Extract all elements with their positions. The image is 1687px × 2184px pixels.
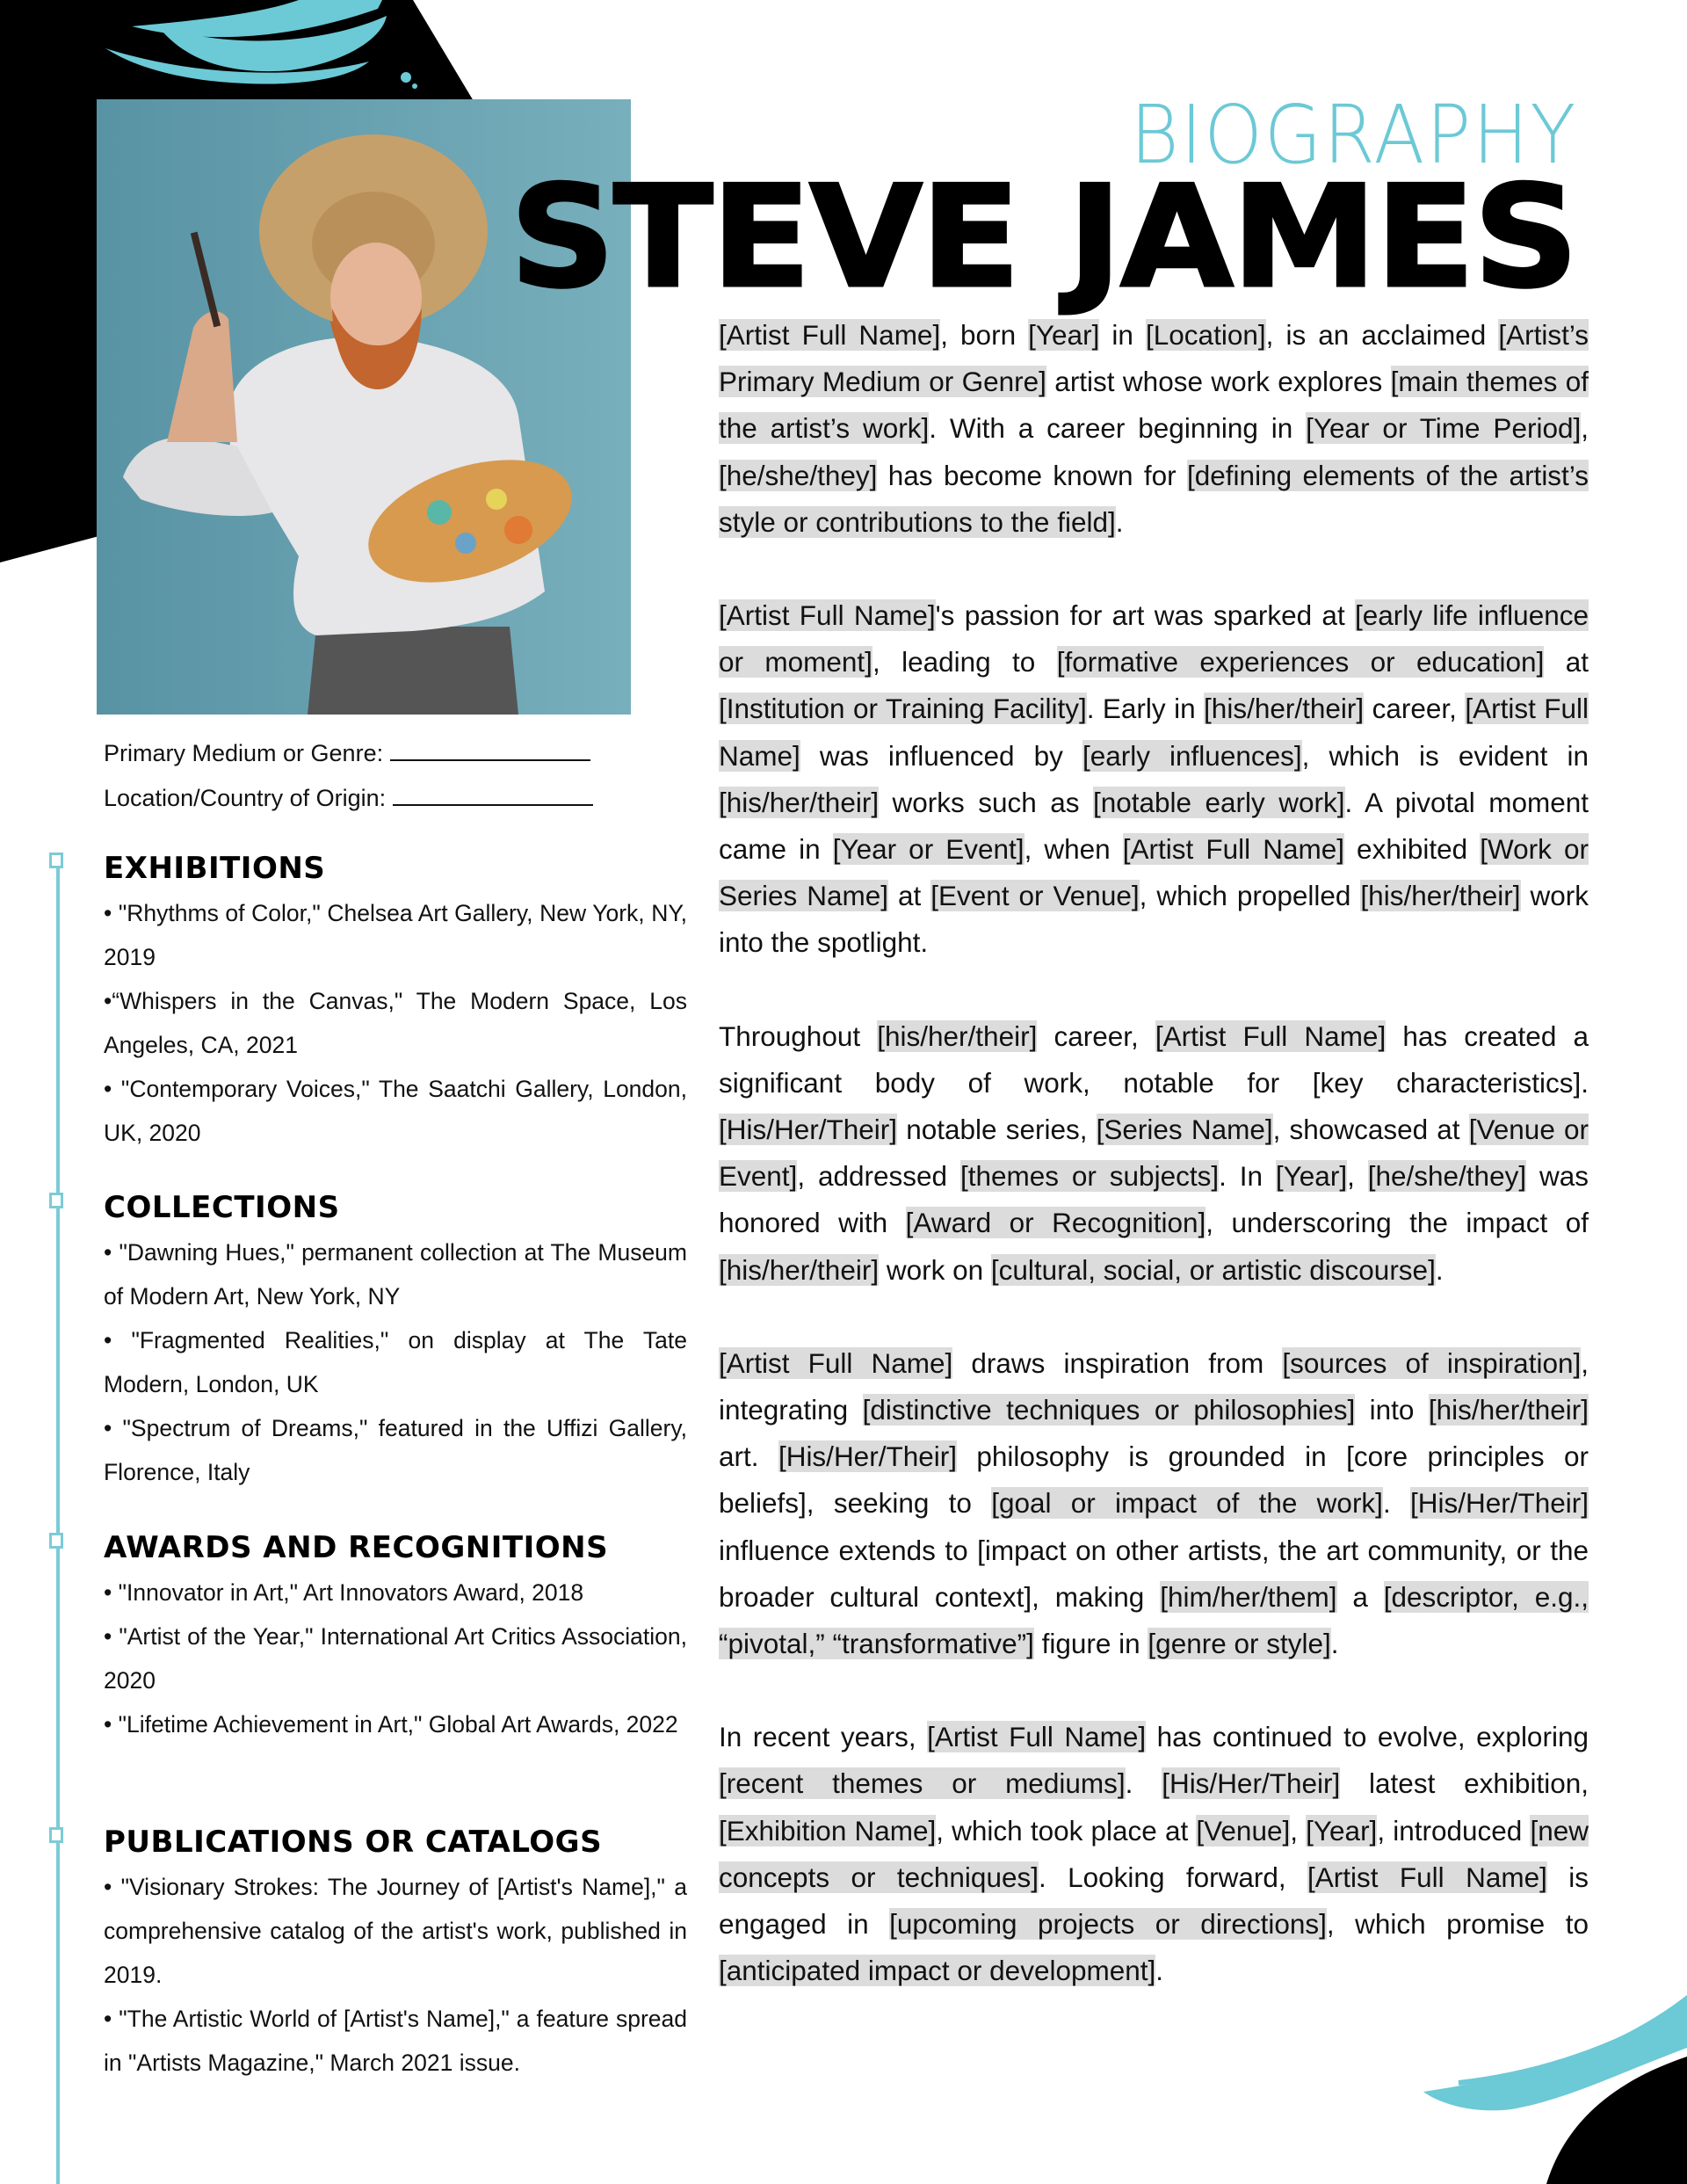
- bio-paragraph: [719, 1340, 1589, 1667]
- collections-list: [104, 1230, 687, 1494]
- bio-text: In recent years,: [719, 1721, 928, 1753]
- bio-paragraph: [719, 312, 1589, 546]
- section-publications: [104, 1823, 687, 2085]
- placeholder-field[interactable]: [descriptor, e.g., “pivotal,” “transformative”]: [719, 1580, 1589, 1660]
- placeholder-field[interactable]: [themes or subjects]: [959, 1160, 1220, 1193]
- bio-text: Throughout: [719, 1019, 878, 1052]
- bio-text: in: [1099, 319, 1147, 351]
- placeholder-field[interactable]: [early influences]: [1082, 739, 1302, 772]
- bio-text: , showcased at: [1272, 1114, 1469, 1146]
- primary-medium-row: [104, 731, 648, 776]
- bio-text: , which propelled: [1139, 880, 1361, 912]
- placeholder-field[interactable]: [he/she/they]: [1367, 1160, 1527, 1193]
- bio-text: figure in: [1033, 1628, 1148, 1660]
- bio-paragraph: [719, 1714, 1589, 1994]
- bio-text: at: [1544, 646, 1589, 678]
- bio-text: artist whose work explores: [1046, 366, 1391, 398]
- awards-list: [104, 1571, 687, 1746]
- list-item: • "Rhythms of Color," Chelsea Art Gallery, New York, NY, 2019: [104, 900, 687, 970]
- section-awards: [104, 1528, 687, 1746]
- placeholder-field[interactable]: [distinctive techniques or philosophies]: [862, 1394, 1356, 1426]
- placeholder-field[interactable]: [Venue]: [1196, 1814, 1291, 1847]
- bio-text: influence extends to [impact on other artists, the art community, or the broader cultural context], making: [719, 1534, 1589, 1613]
- bio-text: . Looking forward,: [1038, 1861, 1308, 1893]
- artist-name-title: STEVE JAMES: [510, 155, 1577, 319]
- bio-text: , addressed: [797, 1160, 960, 1193]
- list-item: • "Dawning Hues," permanent collection at The Museum of Modern Art, New York, NY: [104, 1239, 687, 1310]
- placeholder-field[interactable]: [His/Her/Their]: [719, 1114, 898, 1146]
- section-title-exhibitions: EXHIBITIONS: [104, 851, 326, 886]
- list-item: •“Whispers in the Canvas," The Modern Space, Los Angeles, CA, 2021: [104, 988, 687, 1058]
- placeholder-field[interactable]: [genre or style]: [1148, 1628, 1331, 1660]
- placeholder-field[interactable]: [Exhibition Name]: [719, 1814, 937, 1847]
- publications-list: [104, 1865, 687, 2085]
- bio-text: work into the spotlight.: [719, 880, 1589, 959]
- bio-text: work on: [879, 1253, 991, 1286]
- timeline-marker-exhibitions: [49, 853, 63, 868]
- placeholder-field[interactable]: [his/her/their]: [1428, 1394, 1589, 1426]
- bio-text: at: [888, 880, 931, 912]
- teal-brush-stroke-top: [79, 0, 474, 101]
- bio-text: exhibited: [1343, 833, 1481, 866]
- placeholder-field[interactable]: [Artist Full Name]: [1155, 1019, 1387, 1052]
- artist-details: [104, 731, 648, 821]
- section-title-publications: PUBLICATIONS OR CATALOGS: [104, 1825, 603, 1860]
- bio-text: into: [1355, 1394, 1429, 1426]
- bio-text: ,: [1290, 1814, 1307, 1847]
- placeholder-field[interactable]: [His/Her/Their]: [1409, 1487, 1589, 1520]
- bio-text: .: [1155, 1955, 1164, 1987]
- bio-text: latest exhibition,: [1340, 1767, 1589, 1800]
- bio-text: , when: [1024, 833, 1123, 866]
- placeholder-field[interactable]: [Year]: [1275, 1160, 1348, 1193]
- bio-text: , underscoring the impact of: [1206, 1207, 1589, 1239]
- bio-text: was honored with: [719, 1160, 1589, 1239]
- bio-text: . With a career beginning in: [929, 412, 1307, 445]
- section-title-awards: AWARDS AND RECOGNITIONS: [104, 1530, 609, 1565]
- placeholder-field[interactable]: [Year]: [1028, 319, 1100, 351]
- list-item: • "Fragmented Realities," on display at The Tate Modern, London, UK: [104, 1327, 687, 1397]
- placeholder-field[interactable]: [anticipated impact or development]: [719, 1955, 1156, 1987]
- list-item: • "Visionary Strokes: The Journey of [Artist's Name]," a comprehensive catalog of the artist's work, published in 2019.: [104, 1874, 687, 1988]
- placeholder-field[interactable]: [early life influence or moment]: [719, 599, 1589, 678]
- bio-text: . Early in: [1086, 693, 1205, 725]
- bio-text: notable series,: [897, 1114, 1097, 1146]
- section-title-collections: COLLECTIONS: [104, 1190, 340, 1225]
- placeholder-field[interactable]: [his/her/their]: [719, 1253, 880, 1286]
- placeholder-field[interactable]: [His/Her/Their]: [778, 1440, 957, 1473]
- timeline-marker-collections: [49, 1193, 63, 1208]
- placeholder-field[interactable]: [recent themes or mediums]: [719, 1767, 1126, 1800]
- exhibitions-list: [104, 891, 687, 1155]
- bio-text: is engaged in: [719, 1861, 1589, 1941]
- placeholder-field[interactable]: [Venue or Event]: [719, 1114, 1589, 1193]
- bio-text: draws inspiration from: [952, 1346, 1283, 1379]
- bio-text: .: [1330, 1628, 1339, 1660]
- bio-text: ,: [1581, 412, 1589, 445]
- bio-text: art.: [719, 1440, 778, 1473]
- bio-text: .: [1382, 1487, 1410, 1520]
- placeholder-field[interactable]: [Event or Venue]: [930, 880, 1140, 912]
- bio-text: works such as: [879, 786, 1093, 818]
- timeline-marker-awards: [49, 1533, 63, 1549]
- location-row: [104, 776, 648, 821]
- bio-text: has continued to evolve, exploring: [1146, 1721, 1589, 1753]
- placeholder-field[interactable]: [goal or impact of the work]: [991, 1487, 1383, 1520]
- bio-text: , which is evident in: [1301, 739, 1589, 772]
- bio-text: ,: [1347, 1160, 1368, 1193]
- biography-body: [719, 312, 1589, 2042]
- list-item: • "Contemporary Voices," The Saatchi Gallery, London, UK, 2020: [104, 1076, 687, 1146]
- list-item: • "Artist of the Year," International Art Critics Association, 2020: [104, 1623, 687, 1694]
- list-item: • "The Artistic World of [Artist's Name]," a feature spread in "Artists Magazine," March 2021 issue.: [104, 2006, 687, 2076]
- placeholder-field[interactable]: [Artist Full Name]: [1122, 833, 1344, 866]
- location-label: Location/Country of Origin:: [104, 785, 387, 811]
- list-item: • "Spectrum of Dreams," featured in the Uffizi Gallery, Florence, Italy: [104, 1415, 687, 1485]
- placeholder-field[interactable]: [Artist Full Name]: [719, 1346, 953, 1379]
- bio-text: career,: [1037, 1019, 1155, 1052]
- bio-text: , integrating: [719, 1346, 1589, 1426]
- placeholder-field[interactable]: [his/her/their]: [877, 1019, 1038, 1052]
- bio-text: career,: [1364, 693, 1466, 725]
- bio-text: , is an acclaimed: [1265, 319, 1499, 351]
- bio-text: philosophy is grounded in [core principles or beliefs], seeking to: [719, 1440, 1589, 1520]
- biography-label: BIOGRAPHY: [1130, 88, 1577, 182]
- placeholder-field[interactable]: [Location]: [1146, 319, 1266, 351]
- placeholder-field[interactable]: [upcoming projects or directions]: [889, 1908, 1327, 1941]
- section-exhibitions: [104, 849, 687, 1155]
- placeholder-field[interactable]: [him/her/them]: [1160, 1580, 1337, 1613]
- timeline-line: [56, 861, 60, 2184]
- placeholder-field[interactable]: [his/her/their]: [719, 786, 880, 818]
- placeholder-field[interactable]: [cultural, social, or artistic discourse]: [990, 1253, 1436, 1286]
- placeholder-field[interactable]: [Artist Full Name]: [719, 319, 941, 351]
- bio-text: , which promise to: [1326, 1908, 1589, 1941]
- timeline-marker-publications: [49, 1827, 63, 1843]
- placeholder-field[interactable]: [Year or Event]: [832, 833, 1025, 866]
- placeholder-field[interactable]: [main themes of the artist’s work]: [719, 366, 1589, 445]
- placeholder-field[interactable]: [Work or Series Name]: [719, 833, 1589, 912]
- bio-text: , born: [940, 319, 1029, 351]
- placeholder-field[interactable]: [his/her/their]: [1204, 693, 1365, 725]
- primary-medium-label: Primary Medium or Genre:: [104, 740, 384, 766]
- bio-text: , introduced: [1377, 1814, 1531, 1847]
- placeholder-field[interactable]: [Artist’s Primary Medium or Genre]: [719, 319, 1589, 398]
- placeholder-field[interactable]: [new concepts or techniques]: [719, 1814, 1589, 1893]
- bio-text: , leading to: [872, 646, 1057, 678]
- bio-text: .: [1435, 1253, 1444, 1286]
- placeholder-field[interactable]: [Artist Full Name]: [927, 1721, 1147, 1753]
- bio-text: . A pivotal moment came in: [719, 786, 1589, 866]
- bio-paragraph: [719, 1013, 1589, 1294]
- placeholder-field[interactable]: [His/Her/Their]: [1162, 1767, 1341, 1800]
- placeholder-field[interactable]: [Artist Full Name]: [719, 599, 936, 632]
- bio-text: . In: [1219, 1160, 1276, 1193]
- bio-text: .: [1115, 505, 1124, 538]
- placeholder-field[interactable]: [defining elements of the artist’s style or contributions to the field]: [719, 459, 1589, 538]
- list-item: • "Innovator in Art," Art Innovators Award, 2018: [104, 1579, 584, 1606]
- placeholder-field[interactable]: [Artist Full Name]: [1307, 1861, 1547, 1893]
- bio-text: has created a significant body of work, notable for [key characteristics].: [719, 1019, 1589, 1099]
- section-collections: [104, 1188, 687, 1494]
- bio-text: has become known for: [877, 459, 1188, 491]
- bio-text: .: [1125, 1767, 1162, 1800]
- location-blank-field[interactable]: [393, 781, 593, 806]
- placeholder-field[interactable]: [notable early work]: [1092, 786, 1345, 818]
- placeholder-field[interactable]: [Series Name]: [1096, 1114, 1273, 1146]
- bio-text: 's passion for art was sparked at: [935, 599, 1355, 632]
- bio-text: , which took place at: [936, 1814, 1197, 1847]
- placeholder-field[interactable]: [he/she/they]: [719, 459, 878, 491]
- primary-medium-blank-field[interactable]: [390, 736, 590, 761]
- list-item: • "Lifetime Achievement in Art," Global Art Awards, 2022: [104, 1711, 678, 1738]
- placeholder-field[interactable]: [Institution or Training Facility]: [719, 693, 1087, 725]
- bio-text: a: [1336, 1580, 1384, 1613]
- bio-text: was influenced by: [800, 739, 1082, 772]
- placeholder-field[interactable]: [Year]: [1306, 1814, 1378, 1847]
- placeholder-field[interactable]: [his/her/their]: [1360, 880, 1521, 912]
- placeholder-field[interactable]: [sources of inspiration]: [1282, 1346, 1582, 1379]
- placeholder-field[interactable]: [Year or Time Period]: [1306, 412, 1582, 445]
- placeholder-field[interactable]: [formative experiences or education]: [1056, 646, 1545, 678]
- placeholder-field[interactable]: [Artist Full Name]: [719, 693, 1589, 772]
- placeholder-field[interactable]: [Award or Recognition]: [905, 1207, 1206, 1239]
- bio-paragraph: [719, 592, 1589, 967]
